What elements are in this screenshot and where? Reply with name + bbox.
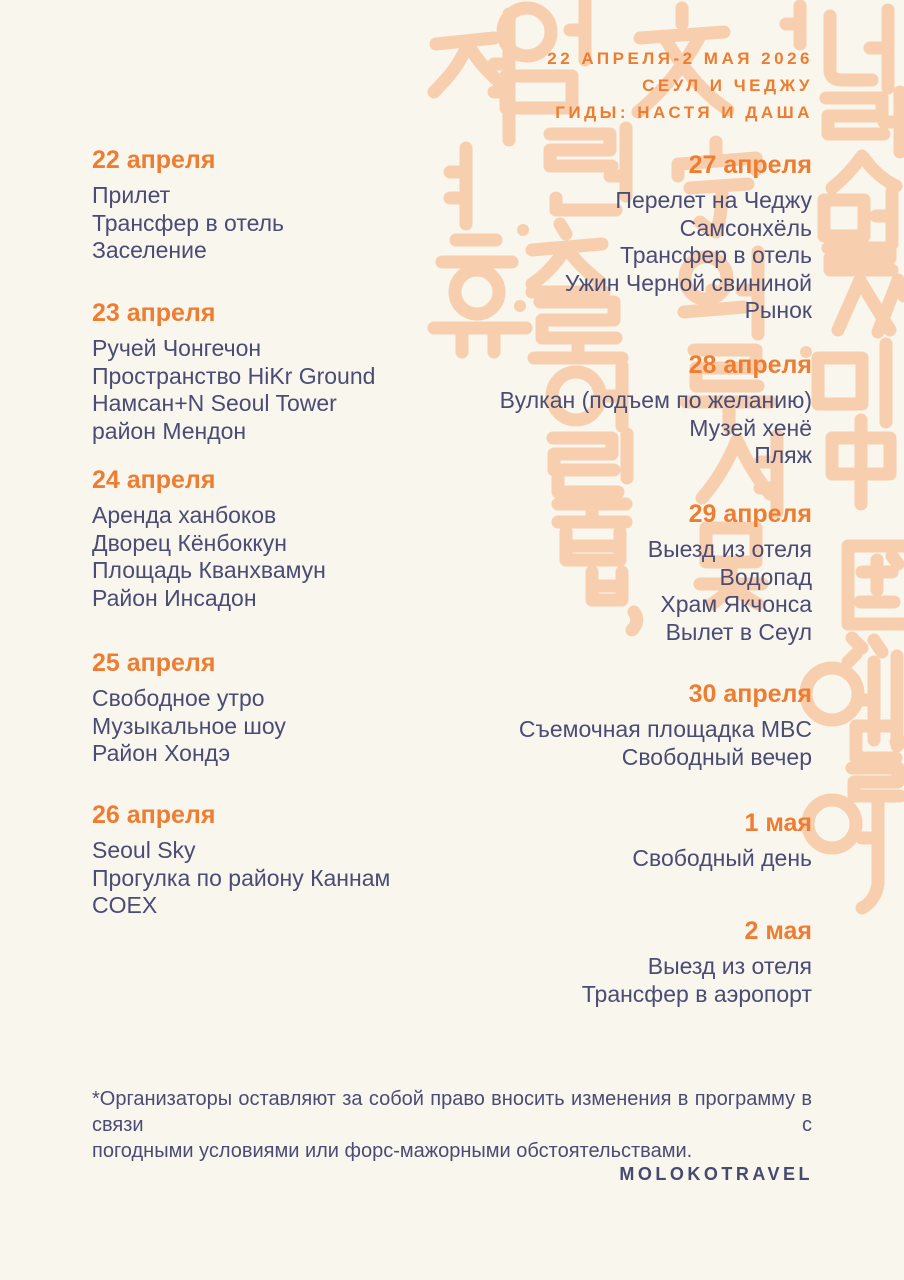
activity-item: район Мендон	[92, 417, 247, 444]
activity-item: Район Инсадон	[92, 584, 257, 611]
day-date: 2 мая	[744, 917, 812, 945]
activity-item: Музыкальное шоу	[92, 712, 286, 739]
trip-destination: СЕУЛ И ЧЕДЖУ	[642, 76, 813, 95]
trip-guides: ГИДЫ: НАСТЯ И ДАША	[555, 103, 813, 122]
activity-item: Трансфер в отель	[619, 242, 812, 268]
disclaimer	[92, 1086, 812, 1164]
activity-item: Храм Якчонса	[660, 591, 812, 617]
day-date: 30 апреля	[688, 680, 812, 708]
activity-item: Прогулка по району Каннам	[92, 864, 391, 891]
activity-list	[382, 536, 812, 646]
activity-item: Самсонхёль	[679, 214, 812, 241]
activity-item: Съемочная площадка MBC	[518, 716, 812, 742]
day-date: 24 апреля	[92, 466, 216, 494]
activity-item: Пространство HiKr Ground	[92, 362, 376, 389]
disclaimer-line: *Организаторы оставляют за собой право вносить изменения в программу в связи с	[92, 1088, 812, 1136]
trip-dates: 22 АПРЕЛЯ-2 МАЯ 2026	[547, 49, 813, 68]
activity-item: Перелет на Чеджу	[615, 187, 812, 213]
activity-item: Трансфер в отель	[92, 209, 285, 236]
activity-item: Трансфер в аэропорт	[581, 980, 812, 1007]
day-date: 28 апреля	[688, 351, 812, 379]
activity-list	[382, 953, 812, 1008]
day-block	[382, 351, 812, 470]
activity-item: Заселение	[92, 237, 207, 263]
activity-item: Площадь Кванхвамун	[92, 557, 326, 583]
day-date: 1 мая	[744, 809, 812, 837]
activity-item: Намсан+N Seoul Tower	[92, 390, 337, 416]
activity-item: COEX	[92, 892, 158, 918]
activity-item: Музей хенё	[689, 414, 812, 441]
activity-item: Район Хондэ	[92, 740, 231, 766]
activity-item: Свободный вечер	[621, 743, 812, 770]
activity-item: Пляж	[754, 442, 812, 468]
day-block	[382, 917, 812, 1008]
day-block	[382, 680, 812, 771]
day-date: 26 апреля	[92, 801, 216, 829]
day-block	[382, 809, 812, 873]
activity-item: Seoul Sky	[92, 837, 196, 863]
activity-item: Ручей Чонгечон	[92, 335, 262, 361]
activity-list	[382, 387, 812, 470]
day-date: 23 апреля	[92, 299, 216, 327]
activity-list	[382, 187, 812, 325]
activity-list	[382, 845, 812, 873]
activity-item: Выезд из отеля	[647, 536, 812, 562]
disclaimer-line: погодными условиями или форс-мажорными обстоятельствами.	[92, 1140, 693, 1162]
activity-item: Дворец Кёнбоккун	[92, 529, 287, 556]
activity-item: Вылет в Сеул	[665, 618, 812, 645]
day-block	[382, 500, 812, 646]
brand-logo: MOLOKOTRAVEL	[619, 1164, 813, 1184]
activity-item: Прилет	[92, 182, 171, 208]
activity-item: Аренда ханбоков	[92, 502, 277, 528]
day-block	[382, 151, 812, 325]
activity-item: Свободный день	[632, 845, 812, 871]
day-date: 29 апреля	[688, 500, 812, 528]
activity-item: Свободное утро	[92, 685, 265, 711]
day-date: 27 апреля	[688, 151, 812, 179]
activity-item: Вулкан (подъем по желанию)	[499, 387, 812, 413]
activity-list	[382, 716, 812, 771]
activity-item: Выезд из отеля	[647, 953, 812, 979]
day-date: 22 апреля	[92, 146, 216, 174]
activity-item: Рынок	[744, 297, 812, 323]
day-date: 25 апреля	[92, 649, 216, 677]
activity-item: Ужин Черной свининой	[564, 269, 812, 296]
activity-item: Водопад	[719, 563, 812, 590]
